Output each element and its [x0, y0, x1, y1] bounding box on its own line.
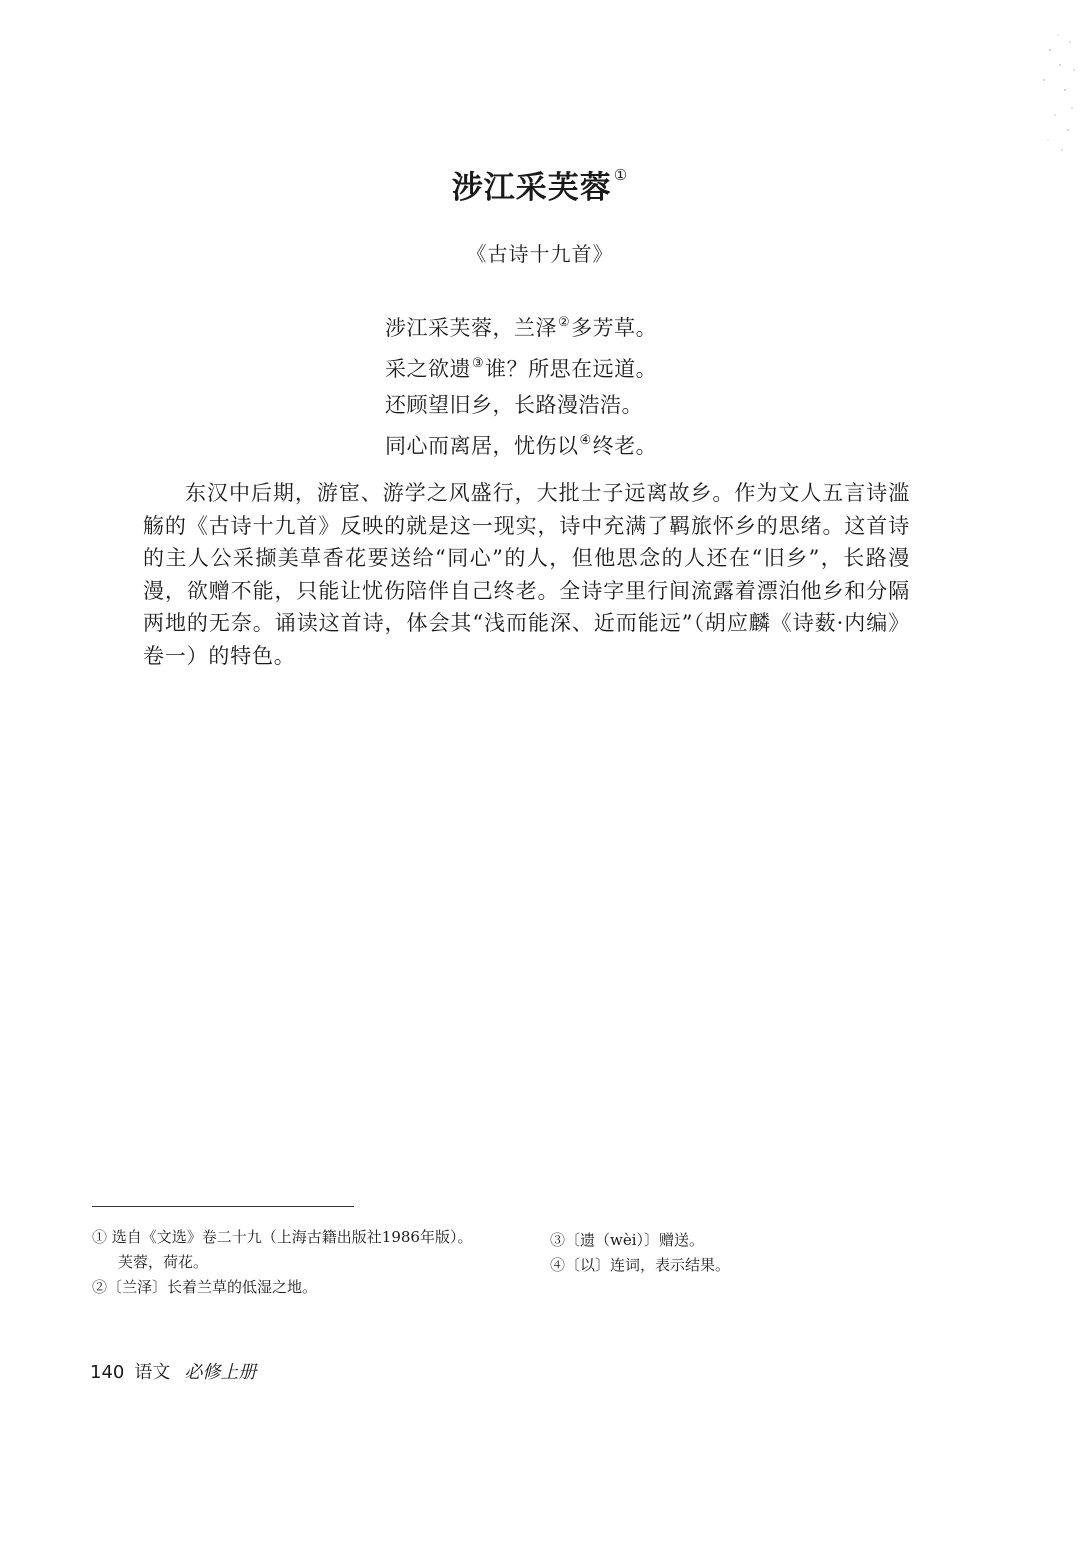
footnotes-right	[550, 1228, 910, 1278]
poem-line	[385, 346, 657, 387]
footnote-ref: ②	[558, 315, 571, 330]
footnote-item: ②〔兰泽〕长着兰草的低湿之地。	[92, 1278, 318, 1296]
page-footer	[90, 1358, 256, 1384]
footnote-item: ④〔以〕连词，表示结果。	[550, 1256, 731, 1274]
poem-title	[0, 162, 1080, 207]
subject-label: 语文	[134, 1362, 171, 1383]
title-footnote-ref: ①	[613, 166, 629, 184]
page-number: 140	[90, 1362, 125, 1383]
poem-line-text: 涉江采芙蓉，兰泽	[385, 316, 557, 340]
poem-line-text: 同心而离居，忧伤以	[385, 434, 579, 458]
poem-line	[385, 305, 657, 346]
intro-paragraph: 东汉中后期，游宦、游学之风盛行，大批士子远离故乡。作为文人五言诗滥觞的《古诗十九首》反映的就是这一现实，诗中充满了羁旅怀乡的思绪。这首诗的主人公采撷美草香花要送给“同心”的人，但他思念的人还在“旧乡”，长路漫漫，欲赠不能，只能让忧伤陪伴自己终老。全诗字里行间流露着漂泊他乡和分隔两地的无奈。诵读这首诗，体会其“浅而能深、近而能远”（胡应麟《诗薮·内编》卷一）的特色。	[143, 481, 910, 668]
footnote-ref: ③	[472, 356, 485, 371]
scan-noise-decoration	[1000, 20, 1080, 180]
poem-body	[385, 305, 657, 464]
poem-line-text: 采之欲遗	[385, 357, 471, 381]
poem-line-text: 多芳草。	[571, 316, 658, 340]
footnote-item: ① 选自《文选》卷二十九（上海古籍出版社1986年版）。	[92, 1228, 473, 1246]
poem-line-text: 终老。	[592, 434, 658, 458]
poem-line-text: 还顾望旧乡，长路漫浩浩。	[385, 393, 643, 417]
poem-line	[385, 387, 657, 423]
poem-line	[385, 423, 657, 464]
footnote-item-continued: 芙蓉，荷花。	[118, 1253, 209, 1271]
poem-title-text: 涉江采芙蓉	[451, 170, 612, 206]
poem-source: 《古诗十九首》	[466, 242, 614, 266]
footnote-item: ③〔遗（wèi）〕赠送。	[550, 1231, 705, 1249]
footnote-ref: ④	[579, 433, 592, 448]
poem-line-text: 谁？所思在远道。	[485, 357, 658, 381]
footnote-divider	[92, 1206, 354, 1207]
footnotes-left	[92, 1225, 502, 1300]
volume-label: 必修上册	[184, 1362, 257, 1383]
